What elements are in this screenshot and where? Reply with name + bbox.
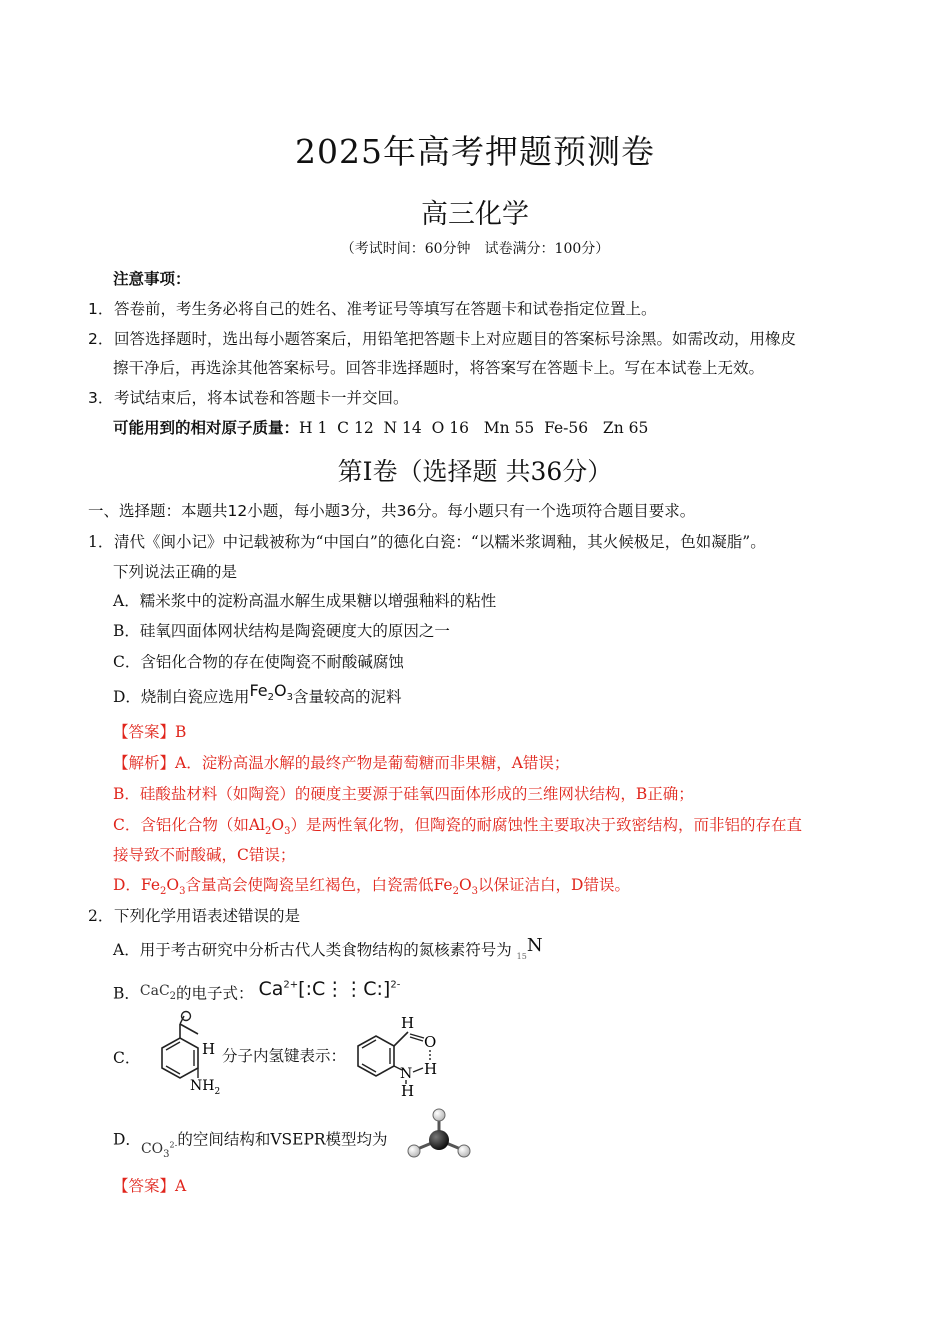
- notice-item-1: 1．答卷前，考生务必将自己的姓名、准考证号等填写在答题卡和试卷指定位置上。: [88, 300, 657, 318]
- notice-item-2: 2．回答选择题时，选出每小题答案后，用铅笔把答题卡上对应题目的答案标号涂黑。如需改动，用橡皮: [88, 330, 797, 348]
- q1-analysis-c-cont: 接导致不耐酸碱，C错误；: [113, 846, 296, 864]
- carbonate-formula: $CO_3^{2-}$: [140, 1140, 178, 1160]
- q1-analysis-c: C．含铝化合物（如$Al_2O_3$）是两性氧化物，但陶瓷的耐腐蚀性主要取决于致密结构，而非铝的存在直: [113, 816, 802, 838]
- page-subtitle: 高三化学: [421, 199, 529, 230]
- page-title: 2025年高考押题预测卷: [295, 132, 655, 171]
- q1-stem-cont: 下列说法正确的是: [113, 563, 238, 581]
- svg-text:N: N: [400, 1066, 413, 1082]
- svg-text:H: H: [202, 1040, 216, 1058]
- q2-option-c-text: 分子内氢键表示：: [222, 1047, 347, 1065]
- section-instruction: 一、选择题：本题共12小题，每小题3分，共36分。每小题只有一个选项符合题目要求。: [88, 502, 696, 520]
- q2-option-b: B．CaC$_2$的电子式： $Ca^{2+}[:C⋮⋮C:]^{2-}$: [113, 978, 401, 1003]
- q1-analysis-a: 【解析】A．淀粉高温水解的最终产物是葡萄糖而非果糖，A错误；: [113, 754, 570, 772]
- svg-text:H: H: [424, 1060, 438, 1078]
- q1-analysis-d: D．$Fe_2O_3$含量高会使陶瓷呈红褐色，白瓷需低$Fe_2O_3$以保证洁白，D错误。: [113, 876, 630, 898]
- q2-answer: 【答案】A: [113, 1177, 187, 1195]
- q1-stem: 1．清代《闽小记》中记载被称为“中国白”的德化白瓷：“以糯米浆调釉，其火候极足，色如凝脂”。: [88, 533, 766, 551]
- svg-text:H: H: [401, 1014, 415, 1032]
- aminobenzaldehyde-structure: [136, 1010, 226, 1096]
- trigonal-planar-model: [405, 1106, 475, 1162]
- svg-text:O: O: [424, 1033, 437, 1051]
- exam-info: （考试时间：60分钟 试卷满分：100分）: [340, 241, 610, 257]
- q1-option-b: B．硅氧四面体网状结构是陶瓷硬度大的原因之一: [113, 622, 450, 640]
- q1-option-a: A．糯米浆中的淀粉高温水解生成果糖以增强釉料的粘性: [113, 592, 497, 610]
- q2-stem: 2．下列化学用语表述错误的是: [88, 907, 301, 925]
- section-title: 第Ⅰ卷（选择题 共36分）: [337, 457, 613, 486]
- notice-item-2-cont: 擦干净后，再选涂其他答案标号。回答非选择题时，将答案写在答题卡上。写在本试卷上无效。: [113, 359, 765, 377]
- electron-formula: $Ca^{2+}[:C⋮⋮C:]^{2-}$: [258, 978, 401, 1001]
- svg-text:H: H: [401, 1082, 415, 1098]
- q2-option-d: D．$CO_3^{2-}$的空间结构和VSEPR模型均为: [113, 1130, 388, 1160]
- q1-answer: 【答案】B: [113, 723, 187, 741]
- q2-option-a: A．用于考古研究中分析古代人类食物结构的氮核素符号为 $_{15}$N: [113, 935, 543, 961]
- nitrogen-15-symbol: $_{15}$N: [516, 935, 543, 961]
- notice-heading: 注意事项：: [113, 270, 191, 288]
- svg-text:NH2: $NH_2$: [190, 1078, 221, 1096]
- atomic-mass-line: 可能用到的相对原子质量：H 1 C 12 N 14 O 16 Mn 55 Fe-56 Zn 65: [113, 419, 649, 437]
- q2-option-c-label: C．: [113, 1049, 141, 1067]
- hydrogen-bond-structure: [350, 1012, 450, 1098]
- q1-option-c: C．含铝化合物的存在使陶瓷不耐酸碱腐蚀: [113, 653, 404, 671]
- notice-item-3: 3．考试结束后，将本试卷和答题卡一并交回。: [88, 389, 409, 407]
- q1-analysis-b: B．硅酸盐材料（如陶瓷）的硬度主要源于硅氧四面体形成的三维网状结构，B正确；: [113, 785, 694, 803]
- q1-option-d: D．烧制白瓷应选用$Fe_2O_3$含量较高的泥料: [113, 681, 402, 706]
